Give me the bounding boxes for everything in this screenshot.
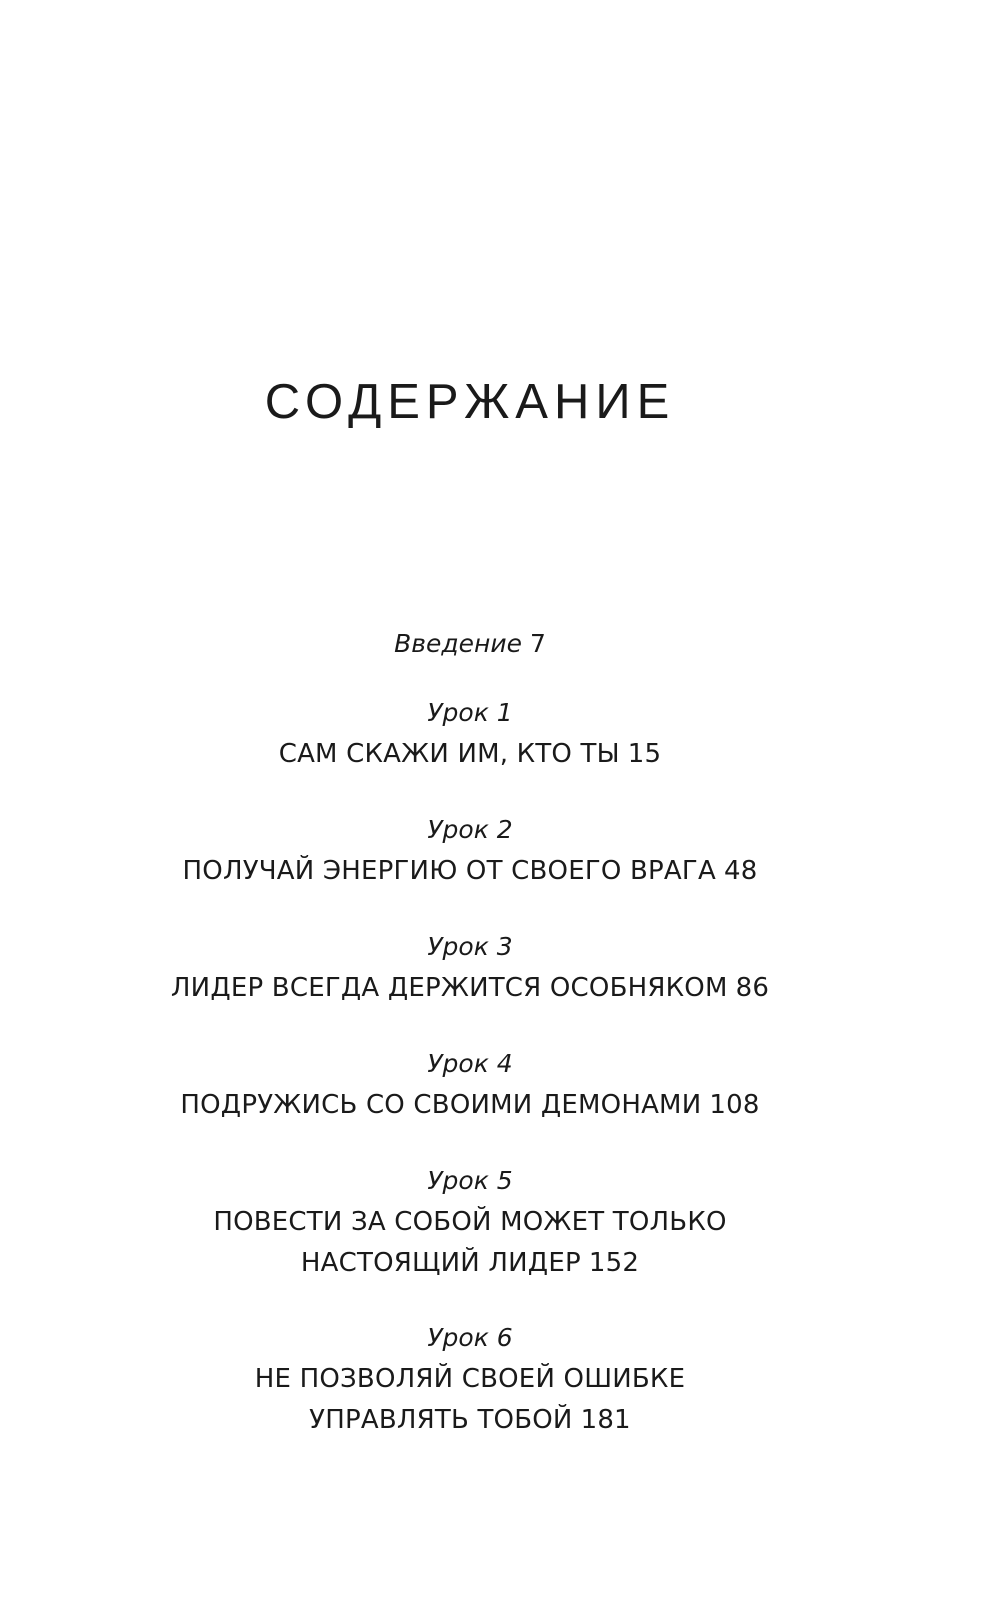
chapter-page-number: 15 [627, 739, 662, 769]
toc-entry-lesson-4[interactable] [0, 1049, 940, 1126]
chapter-page-number: 48 [723, 856, 758, 886]
toc-entry-lesson-2[interactable] [0, 815, 940, 892]
lesson-label: Урок 2 [427, 815, 513, 844]
lesson-label: Урок 3 [427, 932, 513, 961]
toc-entry-lesson-6[interactable] [0, 1323, 940, 1441]
lesson-label: Урок 6 [427, 1323, 513, 1352]
lesson-label: Урок 4 [427, 1049, 513, 1078]
toc-entry-lesson-1[interactable] [0, 698, 940, 775]
chapter-title-line: ПОЛУЧАЙ ЭНЕРГИЮ ОТ СВОЕГО ВРАГА [182, 856, 716, 886]
introduction-label: Введение [394, 629, 522, 658]
chapter-title [0, 1359, 940, 1441]
chapter-title [0, 968, 940, 1009]
chapter-title [0, 734, 940, 775]
chapter-title [0, 851, 940, 892]
introduction-page-number: 7 [530, 629, 546, 658]
chapter-title-line: САМ СКАЖИ ИМ, КТО ТЫ [278, 739, 620, 769]
chapter-title-line: ПОДРУЖИСЬ СО СВОИМИ ДЕМОНАМИ [180, 1090, 702, 1120]
chapter-page-number: 181 [580, 1405, 631, 1435]
chapter-title-line: ЛИДЕР ВСЕГДА ДЕРЖИТСЯ ОСОБНЯКОМ [170, 973, 728, 1003]
toc-entry-lesson-5[interactable] [0, 1166, 940, 1284]
chapter-title-line: УПРАВЛЯТЬ ТОБОЙ [309, 1405, 573, 1435]
lesson-label: Урок 1 [427, 698, 513, 727]
toc-entry-lesson-3[interactable] [0, 932, 940, 1009]
toc-entry-introduction[interactable] [0, 629, 940, 659]
chapter-title [0, 1085, 940, 1126]
chapter-page-number: 86 [735, 973, 770, 1003]
chapter-title [0, 1202, 940, 1284]
page-title: СОДЕРЖАНИЕ [264, 375, 676, 429]
chapter-title-line: НАСТОЯЩИЙ ЛИДЕР [300, 1248, 581, 1278]
chapter-title-line: НЕ ПОЗВОЛЯЙ СВОЕЙ ОШИБКЕ [254, 1364, 686, 1394]
lesson-label: Урок 5 [427, 1166, 513, 1195]
chapter-title-line: ПОВЕСТИ ЗА СОБОЙ МОЖЕТ ТОЛЬКО [213, 1207, 727, 1237]
chapter-page-number: 108 [709, 1090, 760, 1120]
chapter-page-number: 152 [588, 1248, 640, 1278]
